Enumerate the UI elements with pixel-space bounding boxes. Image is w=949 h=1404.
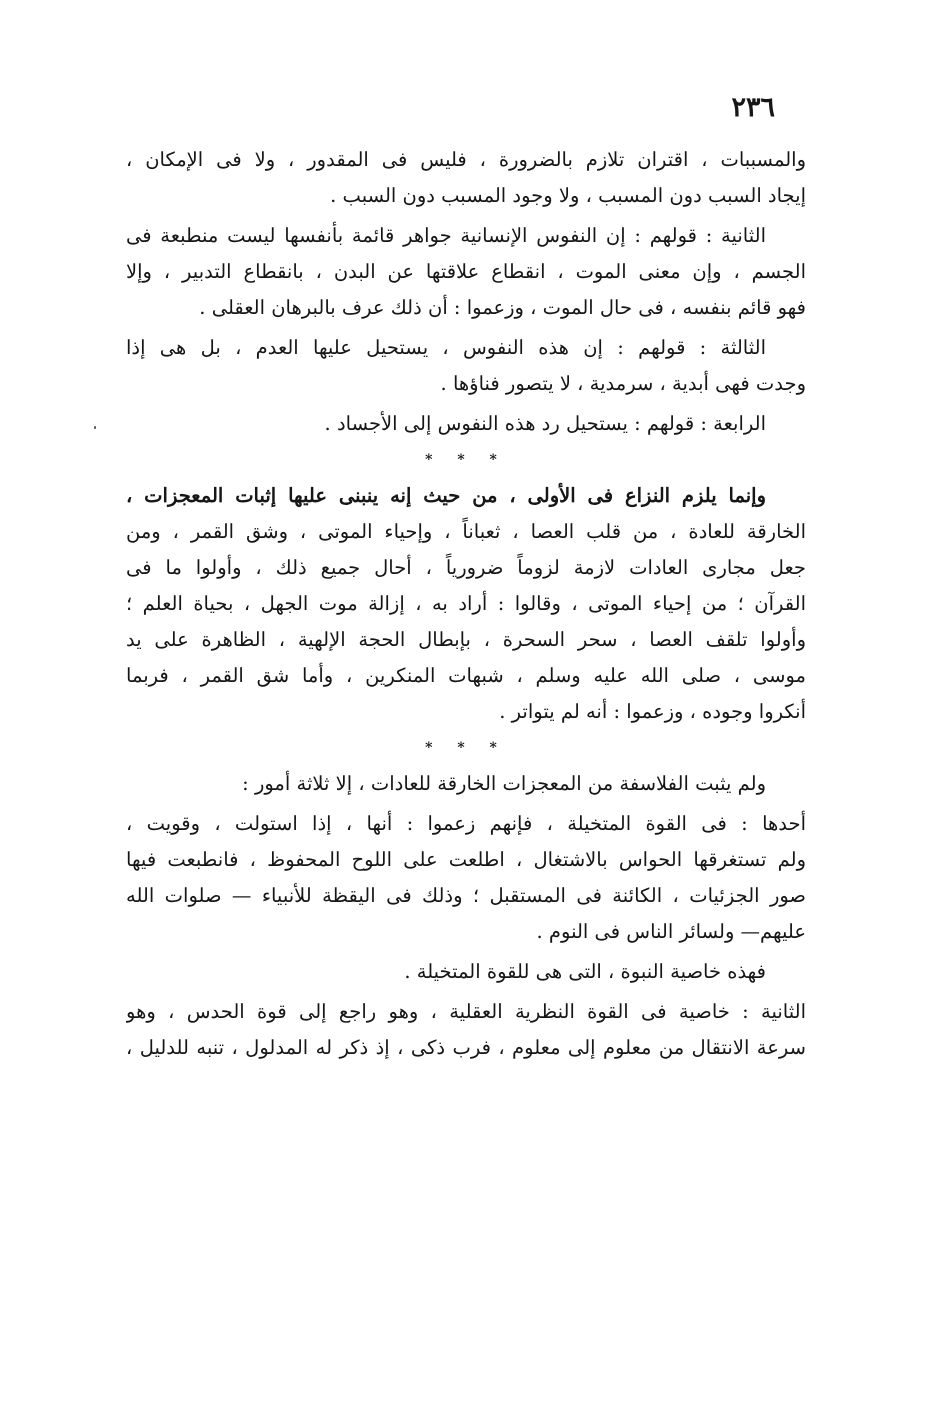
text-line: الثالثة : قولهم : إن هذه النفوس ، يستحيل عليها العدم ، بل هى إذا	[126, 336, 766, 359]
text-line: الخارقة للعادة ، من قلب العصا ، ثعباناً ، وإحياء الموتى ، وشق القمر ، ومن	[126, 520, 806, 543]
text-line: صور الجزئيات ، الكائنة فى المستقبل ؛ وذلك فى اليقظة للأنبياء — صلوات الله	[126, 884, 806, 907]
text-line: أنكروا وجوده ، وزعموا : أنه لم يتواتر .	[499, 700, 806, 723]
text-line: عليهم— ولسائر الناس فى النوم .	[536, 920, 806, 943]
text-line: جعل مجارى العادات لازمة لزوماً ضرورياً ، أحال جميع ذلك ، وأولوا ما فى	[126, 556, 806, 579]
text-line: ولم تستغرقها الحواس بالاشتغال ، اطلعت على اللوح المحفوظ ، فانطبعت فيها	[126, 848, 806, 871]
text-line: وإنما يلزم النزاع فى الأولى ، من حيث إنه ينبنى عليها إثبات المعجزات ،	[126, 484, 766, 507]
text-line: الرابعة : قولهم : يستحيل رد هذه النفوس إلى الأجساد .	[324, 412, 766, 435]
text-line: الثانية : خاصية فى القوة النظرية العقلية ، وهو راجع إلى قوة الحدس ، وهو	[126, 1000, 806, 1023]
text-line: وأولوا تلقف العصا ، سحر السحرة ، بإبطال الحجة الإلهية ، الظاهرة على يد	[126, 628, 806, 651]
section-divider: * * *	[425, 740, 507, 756]
text-line: الثانية : قولهم : إن النفوس الإنسانية جواهر قائمة بأنفسها ليست منطبعة فى	[126, 224, 766, 247]
text-line: فهو قائم بنفسه ، فى حال الموت ، وزعموا : أن ذلك عرف بالبرهان العقلى .	[199, 296, 806, 319]
page-number: ٢٣٦	[731, 92, 775, 123]
text-line: موسى ، صلى الله عليه وسلم ، شبهات المنكرين ، وأما شق القمر ، فربما	[126, 664, 806, 687]
text-line: إيجاد السبب دون المسبب ، ولا وجود المسبب دون السبب .	[330, 184, 806, 207]
text-line: ولم يثبت الفلاسفة من المعجزات الخارقة للعادات ، إلا ثلاثة أمور :	[242, 772, 766, 795]
page-body	[126, 142, 806, 1066]
text-line: وجدت فهى أبدية ، سرمدية ، لا يتصور فناؤها .	[440, 372, 806, 395]
text-line: سرعة الانتقال من معلوم إلى معلوم ، فرب ذكى ، إذ ذكر له المدلول ، تنبه للدليل ،	[126, 1036, 806, 1059]
text-line: فهذه خاصية النبوة ، التى هى للقوة المتخيلة .	[404, 960, 766, 983]
text-line: أحدها : فى القوة المتخيلة ، فإنهم زعموا : أنها ، إذا استولت ، وقويت ،	[126, 812, 806, 835]
text-line: القرآن ؛ من إحياء الموتى ، وقالوا : أراد به ، إزالة موت الجهل ، بحياة العلم ؛	[126, 592, 806, 615]
text-line: والمسببات ، اقتران تلازم بالضرورة ، فليس فى المقدور ، ولا فى الإمكان ،	[126, 148, 806, 171]
margin-speck	[94, 426, 96, 429]
section-divider: * * *	[425, 452, 507, 468]
text-line: الجسم ، وإن معنى الموت ، انقطاع علاقتها عن البدن ، بانقطاع التدبير ، وإلا	[126, 260, 806, 283]
